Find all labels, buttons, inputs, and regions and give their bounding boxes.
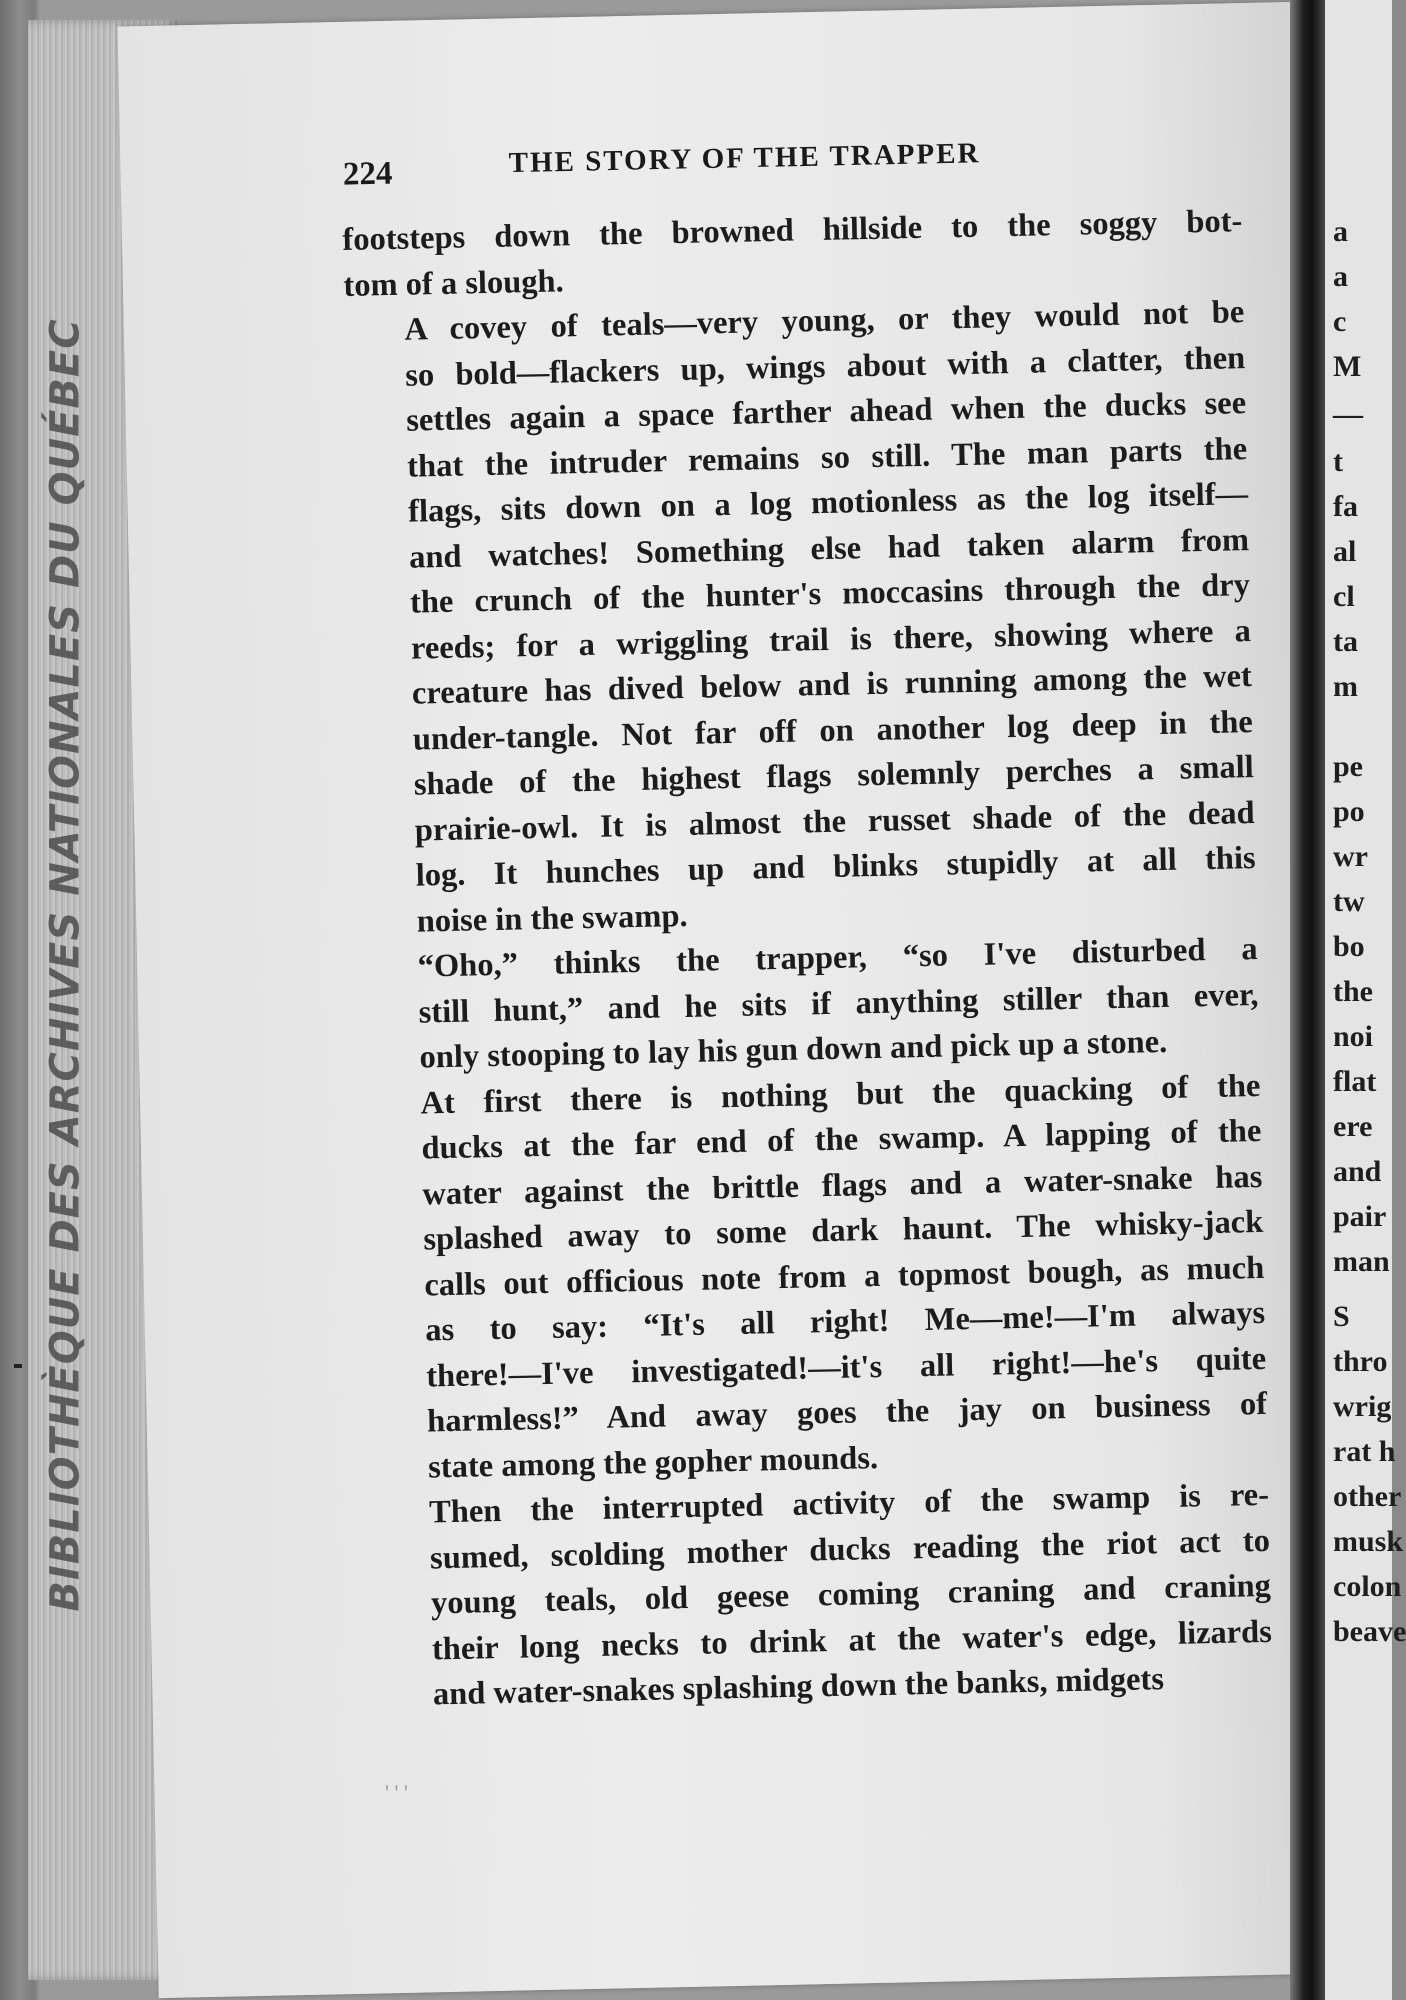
facing-page-fragment: t — [1333, 445, 1343, 478]
facing-page-fragment: pe — [1333, 750, 1363, 783]
facing-page-fragment: ere — [1333, 1110, 1373, 1143]
text-line: and watches! Something else had taken alarm from — [408, 521, 1250, 576]
facing-page-fragment: M — [1333, 350, 1362, 383]
facing-page-fragment: cl — [1333, 580, 1355, 613]
text-line: shade of the highest flags solemnly perches a small — [413, 749, 1255, 803]
text-line: creature has dived below and is running among the wet — [411, 658, 1253, 712]
page-mark: ' ' ' — [385, 1780, 408, 1805]
text-line: sumed, scolding mother ducks reading the riot act to — [429, 1522, 1271, 1576]
facing-page-fragment: pair — [1333, 1200, 1387, 1233]
text-line: ducks at the far end of the swamp. A lapping of the — [421, 1112, 1262, 1167]
facing-page-fragment: ta — [1333, 625, 1358, 658]
facing-page-fragment: thro — [1333, 1345, 1388, 1378]
facing-page-fragment: musk — [1333, 1525, 1404, 1558]
facing-page-fragment: tw — [1333, 885, 1365, 918]
book-gutter — [1290, 0, 1330, 2000]
facing-page-fragment: fa — [1333, 490, 1358, 523]
text-line: as to say: “It's all right! Me—me!—I'm always — [424, 1294, 1266, 1349]
text-line: there!—I've investigated!—it's all right!—he's quite — [425, 1340, 1267, 1394]
edge-mark — [14, 1364, 22, 1368]
text-line: reeds; for a wriggling trail is there, showing where a — [410, 612, 1252, 667]
paragraph — [357, 927, 1260, 1082]
text-line: noise in the swamp. — [416, 897, 688, 940]
facing-page-fragment: S — [1333, 1300, 1350, 1333]
facing-page-fragment: other — [1333, 1480, 1402, 1513]
text-line: “Oho,” thinks the trapper, “so I've disturbed a — [417, 930, 1258, 985]
text-line: calls out officious note from a topmost bough, as much — [423, 1249, 1265, 1304]
facing-page-fragment: flat — [1333, 1065, 1377, 1098]
facing-page-fragment: po — [1333, 795, 1365, 828]
text-line: state among the gopher mounds. — [427, 1439, 879, 1485]
text-line: settles again a space farther ahead when the ducks see — [405, 385, 1247, 439]
text-line: A covey of teals—very young, or they would not be — [403, 294, 1245, 348]
text-line: Then the interrupted activity of the swamp is re- — [428, 1476, 1270, 1531]
facing-page-fragment: al — [1333, 535, 1357, 568]
facing-page-fragment: c — [1333, 305, 1347, 338]
facing-page-fragment: and — [1333, 1155, 1382, 1188]
text-line: young teals, old geese coming craning and craning — [430, 1567, 1272, 1622]
facing-page-fragment: bo — [1333, 930, 1365, 963]
text-line: that the intruder remains so still. The man parts the — [406, 430, 1248, 485]
library-stamp — [36, 318, 96, 1612]
text-line: only stooping to lay his gun down and pick up a stone. — [419, 1023, 1168, 1076]
running-head: THE STORY OF THE TRAPPER — [508, 137, 981, 180]
text-line: the crunch of the hunter's moccasins through the dry — [409, 567, 1251, 621]
text-line: prairie-owl. It is almost the russet shade of the dead — [414, 794, 1256, 849]
text-line: and water-snakes splashing down the banks, midgets — [432, 1661, 1165, 1713]
text-line: so bold—flackers up, wings about with a clatter, then — [404, 339, 1246, 394]
facing-page-fragment: man — [1333, 1245, 1390, 1278]
paragraph — [360, 1063, 1268, 1491]
text-line: under-tangle. Not far off on another log deep in the — [412, 703, 1254, 758]
facing-page-fragment: m — [1333, 670, 1358, 703]
text-line: footsteps down the browned hillside to the soggy bot- — [342, 203, 1243, 258]
paragraph — [369, 1473, 1274, 1719]
facing-page-fragment: noi — [1333, 1020, 1374, 1053]
text-line: water against the brittle flags and a water-snake has — [422, 1158, 1263, 1213]
text-line: their long necks to drink at the water's edge, lizards — [431, 1613, 1273, 1667]
text-line: log. It hunches up and blinks stupidly at all this — [415, 840, 1256, 894]
facing-page — [1325, 0, 1406, 2000]
library-stamp-text: BIBLIOTHÈQUE DES ARCHIVES NATIONALES DU QUÉBEC — [43, 318, 89, 1612]
facing-page-fragment: — — [1333, 398, 1363, 431]
facing-page-fragment: beave — [1333, 1615, 1406, 1648]
body-text — [342, 199, 1273, 1719]
facing-page-fragment: wr — [1333, 840, 1368, 873]
text-line: tom of a slough. — [343, 262, 565, 304]
paragraph — [344, 290, 1257, 946]
text-line: flags, sits down on a log motionless as the log itself— — [407, 476, 1249, 530]
facing-page-fragment: the — [1333, 975, 1373, 1008]
text-line: splashed away to some dark haunt. The whisky-jack — [423, 1203, 1264, 1258]
facing-page-fragment: rat h — [1333, 1435, 1396, 1468]
facing-page-fragment: a — [1333, 260, 1348, 293]
facing-page-fragment: colon — [1333, 1570, 1402, 1603]
text-line: At first there is nothing but the quacking of the — [420, 1067, 1261, 1122]
facing-page-fragment: a — [1333, 215, 1348, 248]
facing-page-fragment: wrig — [1333, 1390, 1392, 1423]
text-line: still hunt,” and he sits if anything stiller than ever, — [418, 976, 1259, 1031]
text-line: harmless!” And away goes the jay on business of — [426, 1385, 1268, 1440]
page-number: 224 — [342, 155, 393, 193]
